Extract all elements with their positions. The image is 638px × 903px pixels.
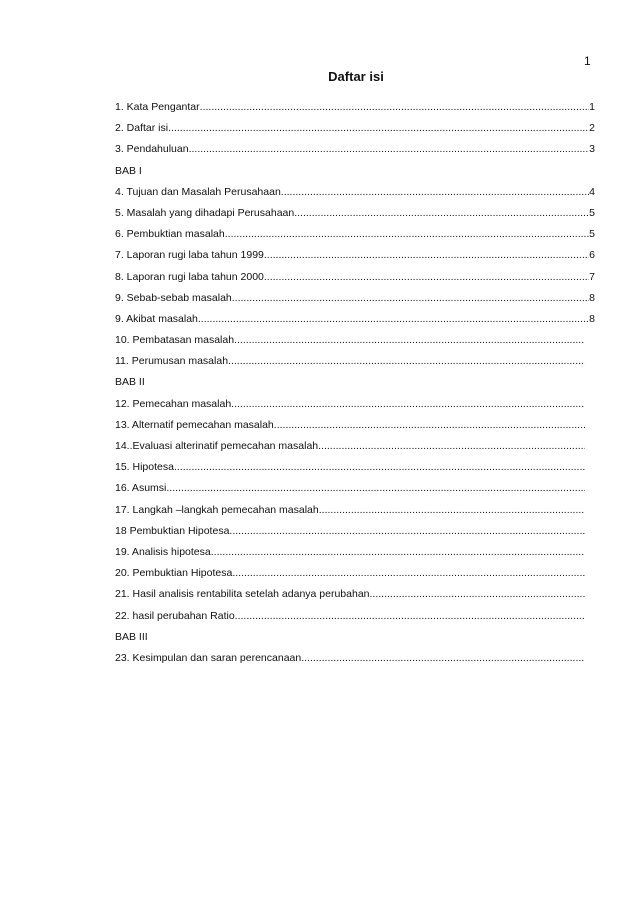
toc-entry: [115, 228, 595, 249]
toc-entry-label: 9. Akibat masalah: [115, 312, 198, 325]
toc-entry: [115, 419, 585, 440]
toc-entry: [115, 440, 585, 461]
toc-dot-leader: [274, 419, 585, 431]
toc-entry-label: 2. Daftar isi: [115, 122, 169, 135]
toc-dot-leader: [281, 186, 589, 198]
toc-entry-page: 2: [589, 122, 595, 135]
toc-entry-label: BAB II: [115, 376, 145, 389]
toc-entry-page: 7: [589, 270, 595, 283]
toc-entry-label: 23. Kesimpulan dan saran perencanaan: [115, 651, 302, 664]
toc-entry-label: 16. Asumsi: [115, 482, 167, 495]
toc-dot-leader: [189, 143, 590, 155]
toc-entry-label: 5. Masalah yang dihadapi Perusahaan: [115, 206, 295, 219]
toc-entry: [115, 292, 595, 313]
toc-entry: [115, 101, 595, 122]
toc-entry: [115, 207, 595, 228]
toc-entry: [115, 461, 585, 482]
toc-entry: [115, 355, 585, 376]
toc-entry-label: 13. Alternatif pemecahan masalah: [115, 418, 274, 431]
toc-dot-leader: [234, 334, 585, 346]
toc-dot-leader: [264, 271, 589, 283]
toc-entry-label: 22. hasil perubahan Ratio: [115, 609, 235, 622]
toc-entry: [115, 334, 585, 355]
toc-dot-leader: [174, 461, 585, 473]
toc-entry: [115, 482, 585, 503]
toc-dot-leader: [166, 482, 585, 494]
toc-dot-leader: [294, 207, 589, 219]
toc-entry-label: 17. Langkah –langkah pemecahan masalah: [115, 503, 319, 516]
toc-entry-page: 5: [589, 228, 595, 241]
toc-entry-label: 1. Kata Pengantar: [115, 101, 200, 113]
toc-dot-leader: [232, 567, 585, 579]
toc-entry: [115, 313, 595, 334]
toc-entry-label: 14..Evaluasi alterinatif pemecahan masalah: [115, 440, 319, 452]
toc-entry: [115, 186, 595, 207]
toc-entry-page: 4: [589, 185, 595, 198]
toc-entry: [115, 567, 585, 588]
toc-dot-leader: [235, 610, 585, 622]
toc-dot-leader: [318, 440, 585, 452]
toc-section-heading: [115, 631, 595, 652]
table-of-contents: [115, 101, 595, 673]
toc-dot-leader: [211, 546, 585, 558]
toc-entry-page: 8: [589, 312, 595, 325]
toc-entry: [115, 588, 585, 609]
toc-dot-leader: [228, 355, 585, 367]
toc-dot-leader: [232, 292, 589, 304]
toc-entry-label: 18 Pembuktian Hipotesa: [115, 524, 230, 537]
toc-entry: [115, 546, 585, 567]
toc-entry-label: 12. Pemecahan masalah: [115, 397, 232, 410]
toc-entry-page: 1: [589, 101, 595, 113]
toc-entry: [115, 271, 595, 292]
toc-entry-label: BAB III: [115, 630, 148, 643]
toc-entry-label: 9. Sebab-sebab masalah: [115, 291, 232, 304]
toc-entry: [115, 652, 585, 673]
toc-entry: [115, 610, 585, 631]
toc-entry-label: 20. Pembuktian Hipotesa: [115, 567, 233, 580]
toc-dot-leader: [370, 588, 585, 600]
toc-entry: [115, 143, 595, 164]
toc-entry-label: 21. Hasil analisis rentabilita setelah adanya perubahan: [115, 588, 370, 601]
toc-section-heading: [115, 376, 595, 397]
toc-dot-leader: [264, 249, 589, 261]
toc-entry-page: 3: [589, 143, 595, 156]
toc-entry-label: 10. Pembatasan masalah: [115, 334, 235, 347]
toc-entry-page: 6: [589, 249, 595, 262]
toc-entry-label: 4. Tujuan dan Masalah Perusahaan: [115, 185, 281, 198]
toc-entry: [115, 249, 595, 270]
toc-entry: [115, 504, 585, 525]
toc-dot-leader: [229, 525, 585, 537]
toc-entry-label: 8. Laporan rugi laba tahun 2000: [115, 270, 264, 283]
toc-entry-label: 3. Pendahuluan: [115, 143, 189, 156]
toc-dot-leader: [225, 228, 589, 240]
page-title: Daftar isi: [328, 69, 384, 84]
toc-dot-leader: [198, 313, 589, 325]
page-number: 1: [584, 54, 591, 68]
toc-entry-label: 11. Perumusan masalah: [115, 355, 229, 368]
toc-dot-leader: [301, 652, 585, 664]
toc-entry-label: 19. Analisis hipotesa: [115, 545, 211, 558]
toc-dot-leader: [231, 398, 585, 410]
toc-entry-page: 5: [589, 206, 595, 219]
toc-section-heading: [115, 165, 595, 186]
toc-entry-label: 7. Laporan rugi laba tahun 1999: [115, 249, 264, 262]
toc-entry-label: 6. Pembuktian masalah: [115, 228, 225, 241]
toc-entry-label: BAB I: [115, 164, 142, 177]
toc-entry: [115, 525, 585, 546]
toc-dot-leader: [319, 504, 585, 516]
toc-entry: [115, 398, 585, 419]
toc-entry-label: 15. Hipotesa: [115, 461, 174, 474]
toc-dot-leader: [168, 122, 589, 134]
toc-entry: [115, 122, 595, 143]
toc-dot-leader: [200, 101, 590, 113]
toc-entry-page: 8: [589, 291, 595, 304]
